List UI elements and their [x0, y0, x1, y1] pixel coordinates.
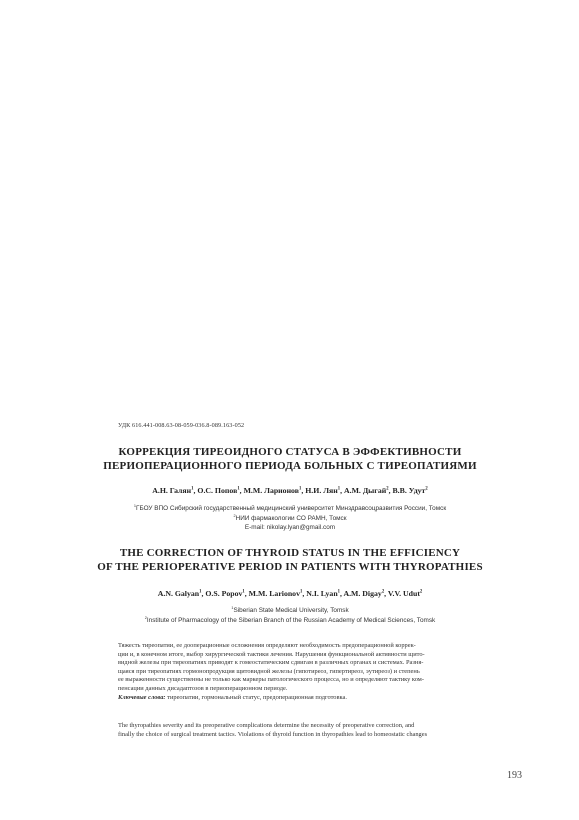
author: В.В. Удут$^2$ — [392, 486, 428, 495]
abstract-ru-line: ции и, в конечном итоге, выбор хирургической тактики лечения. Нарушения функциональной активности щито- — [118, 650, 425, 658]
author: О.С. Попов$^1$ — [197, 486, 240, 495]
title-russian-line-2: ПЕРИОПЕРАЦИОННОГО ПЕРИОДА БОЛЬНЫХ С ТИРЕОПАТИЯМИ — [103, 460, 477, 472]
author: N.I. Lyan$^1$ — [306, 589, 340, 598]
abstract-russian — [118, 642, 498, 702]
abstract-ru-line: пенсации данных дисадаптозов в периоперационном периоде. — [118, 684, 288, 692]
affiliation-en-1: $^1$Siberian State Medical University, Tomsk — [231, 605, 349, 614]
author: Н.И. Лян$^1$ — [305, 486, 341, 495]
author: M.M. Larionov$^1$ — [248, 589, 303, 598]
title-english-line-2: OF THE PERIOPERATIVE PERIOD IN PATIENTS WITH THYROPATHIES — [97, 561, 483, 573]
udk-code: УДК 616.441-008.63-08-059-036.8-089.163-052 — [118, 422, 245, 429]
keywords-text: тиреопатии, гормональный статус, предоперационная подготовка. — [165, 693, 347, 701]
page-number: 193 — [507, 770, 522, 781]
title-russian — [96, 445, 484, 473]
abstract-ru-line: щаяся при тиреопатиях гормонопродукция щитовидной железы (гипотиреоз, гипертиреоз, эутиреоз) и степень — [118, 667, 420, 675]
keywords — [118, 694, 498, 703]
affiliation-ru-2: $^2$НИИ фармакологии СО РАМН, Томск — [233, 513, 347, 522]
abstract-english — [118, 722, 498, 739]
affiliations-english — [96, 606, 484, 625]
title-english-line-1: THE CORRECTION OF THYROID STATUS IN THE EFFICIENCY — [119, 547, 461, 559]
author: O.S. Popov$^1$ — [205, 589, 245, 598]
author: A.M. Digay$^2$ — [343, 589, 385, 598]
abstract-en-line: The thyropathies severity and its preoperative complications determine the necessity of preoperative correction, and — [118, 722, 415, 729]
abstract-ru-line: ее выраженности существенны не только как маркеры патологического процесса, но и определяют тактику ком- — [118, 676, 424, 684]
author: А.М. Дыгай$^2$ — [343, 486, 389, 495]
title-russian-line-1: КОРРЕКЦИЯ ТИРЕОИДНОГО СТАТУСА В ЭФФЕКТИВНОСТИ — [118, 446, 462, 458]
authors-russian: А.Н. Галян$^1$, О.С. Попов$^1$, М.М. Ларионов$^1$, Н.И. Лян$^1$, А.М. Дыгай$^2$, В.В. Удут$^2$ — [152, 486, 428, 495]
email: E-mail: nikolay.lyan@gmail.com — [244, 524, 336, 531]
affiliation-ru-1: $^1$ГБОУ ВПО Сибирский государственный медицинский университет Минздравсоцразвития России, Томск — [133, 503, 447, 512]
authors-english: A.N. Galyan$^1$, O.S. Popov$^1$, M.M. Larionov$^1$, N.I. Lyan$^1$, A.M. Digay$^2$, V.V. Udut$^2$ — [157, 589, 423, 598]
abstract-en-line: finally the choice of surgical treatment tactics. Violations of thyroid function in thyropathies lead to homeostatic changes — [118, 730, 428, 738]
author: А.Н. Галян$^1$ — [152, 486, 194, 495]
abstract-ru-line: видной железы при тиреопатиях приводят к гомеостатическим сдвигам в различных органах и системах. Разня- — [118, 659, 424, 667]
affiliation-en-2: $^2$Institute of Pharmacology of the Siberian Branch of the Russian Academy of Medical Sciences, Tomsk — [144, 615, 436, 624]
abstract-ru-line: Тяжесть тиреопатии, ее дооперационные осложнения определяют необходимость предоперационной коррек- — [118, 642, 416, 649]
author: A.N. Galyan$^1$ — [157, 589, 202, 598]
author: М.М. Ларионов$^1$ — [243, 486, 302, 495]
affiliations-russian — [96, 504, 484, 533]
keywords-label: Ключевые слова: — [118, 693, 166, 701]
title-english — [96, 546, 484, 574]
author: V.V. Udut$^2$ — [387, 589, 423, 598]
